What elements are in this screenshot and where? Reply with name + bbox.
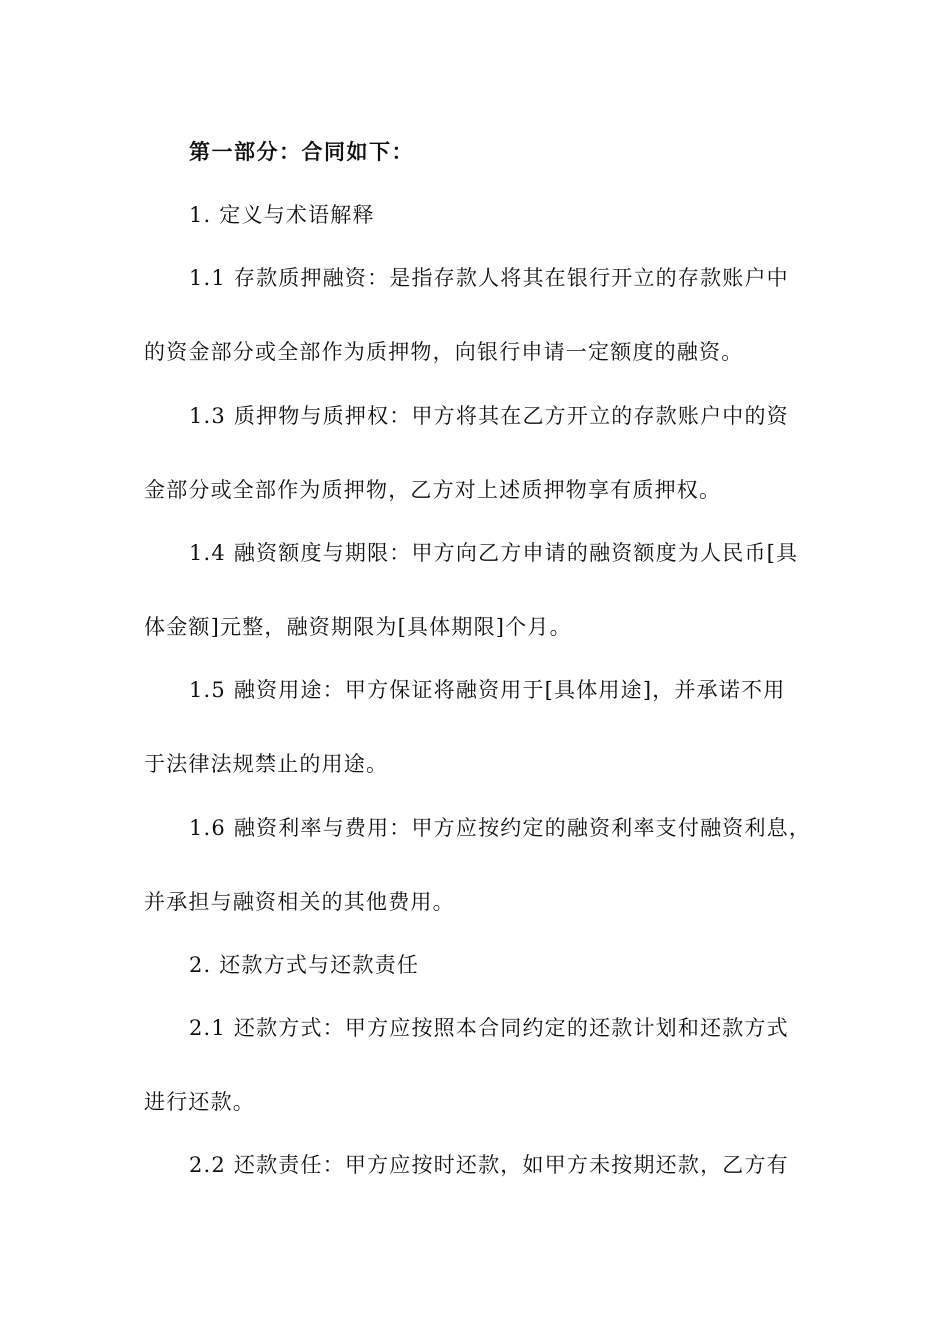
clause-1-title: 1. 定义与术语解释 [189,203,375,227]
clause-1-5-line-2: 于法律法规禁止的用途。 [144,752,389,776]
clause-2-title: 2. 还款方式与还款责任 [189,953,420,977]
clause-1-4-line-1: 1.4 融资额度与期限：甲方向乙方申请的融资额度为人民币[具 [189,541,799,565]
clause-1-1-line-2: 的资金部分或全部作为质押物，向银行申请一定额度的融资。 [144,340,744,364]
clause-2-1-line-1: 2.1 还款方式：甲方应按照本合同约定的还款计划和还款方式 [189,1016,789,1040]
clause-1-3-line-1: 1.3 质押物与质押权：甲方将其在乙方开立的存款账户中的资 [189,404,789,428]
clause-1-5-line-1: 1.5 融资用途：甲方保证将融资用于[具体用途]，并承诺不用 [189,678,786,702]
clause-1-4-line-2: 体金额]元整，融资期限为[具体期限]个月。 [144,615,572,639]
section-heading: 第一部分：合同如下： [189,140,414,164]
clause-1-1-line-1: 1.1 存款质押融资：是指存款人将其在银行开立的存款账户中 [189,266,789,290]
clause-1-3-line-2: 金部分或全部作为质押物，乙方对上述质押物享有质押权。 [144,478,722,502]
clause-2-1-line-2: 进行还款。 [144,1090,255,1114]
clause-2-2-line-1: 2.2 还款责任：甲方应按时还款，如甲方未按期还款，乙方有 [189,1153,789,1177]
clause-1-6-line-2: 并承担与融资相关的其他费用。 [144,890,455,914]
clause-1-6-line-1: 1.6 融资利率与费用：甲方应按约定的融资利率支付融资利息， [189,816,812,840]
